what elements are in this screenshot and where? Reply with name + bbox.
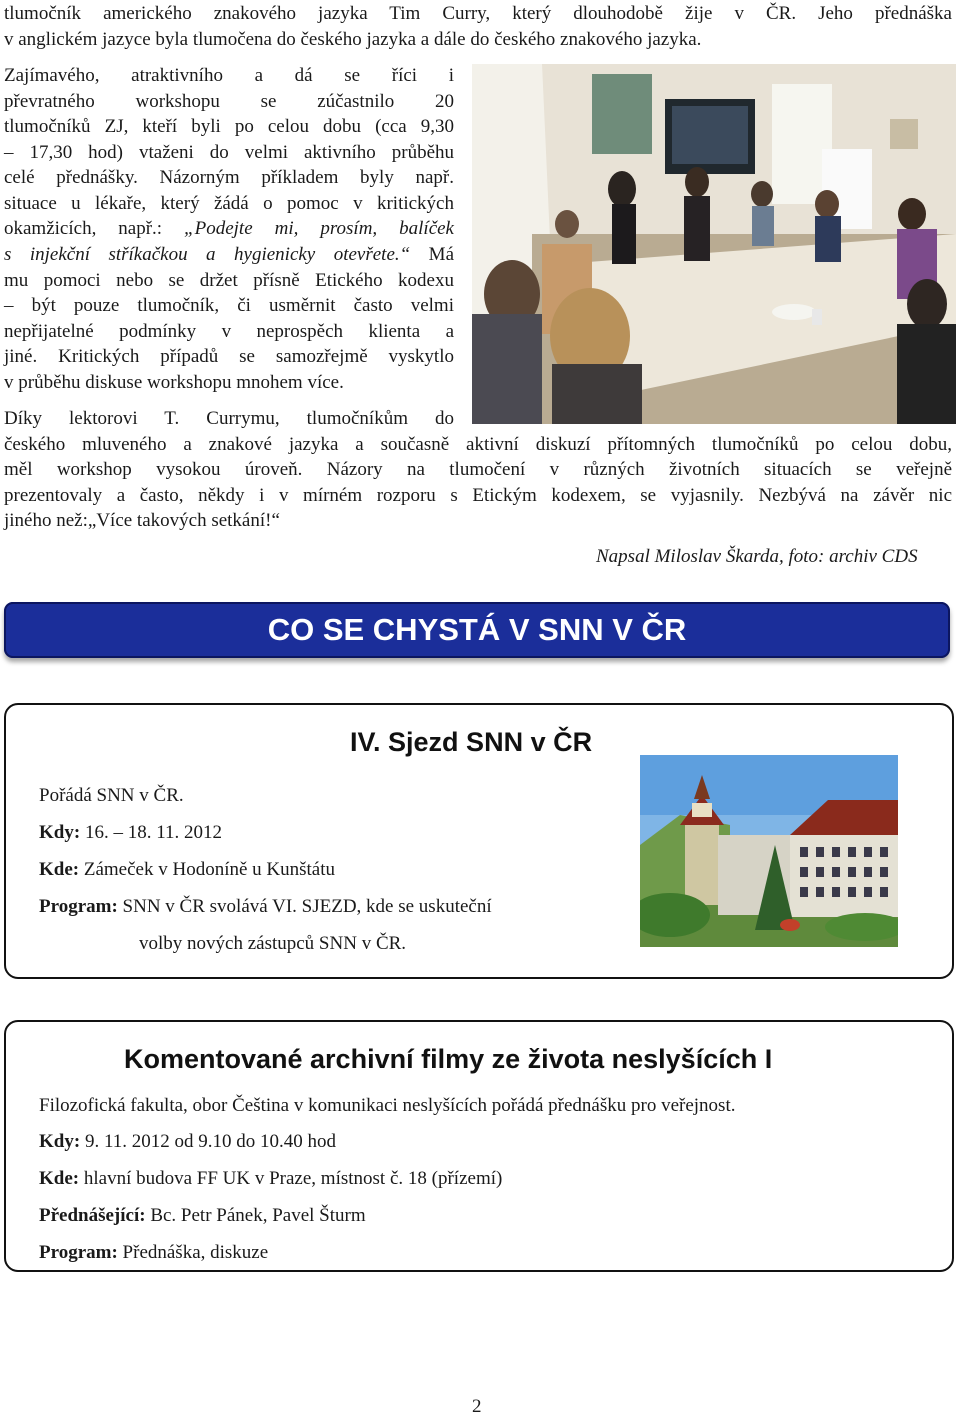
quote-part-2: s injekční stříkačkou a hygienicky otevřete.“ [4,244,411,265]
speakers-label: Přednášející: [39,1205,146,1226]
event-where [39,859,335,881]
col-line: mu pomoci nebo se držet přísně Etického kodexu [4,270,454,291]
full-line: českého mluveného a znakové jazyka a současně aktivní diskuzí přítomných tlumočníků po celou dobu, [4,434,952,455]
event-where [39,1168,502,1190]
when-value: 16. – 18. 11. 2012 [80,822,222,843]
col-line: situace u lékaře, který žádá o pomoc v kritických [4,193,454,214]
event-when [39,1131,336,1153]
page-number: 2 [472,1396,482,1417]
event-title: IV. Sjezd SNN v ČR [350,727,593,757]
col-line: převratného workshopu se zúčastnilo 20 [4,91,454,112]
col-line: jiné. Kritických případů se samozřejmě vyskytlo [4,346,454,367]
when-label: Kdy: [39,1131,81,1152]
col-line: Zajímavého, atraktivního a dá se říci i [4,65,454,86]
section-banner [4,602,950,658]
event-program [39,896,492,918]
col-text: okamžicích, např.: [4,218,163,239]
event-box-films [4,1020,954,1272]
event-title: Komentované archivní filmy ze života neslyšících I [124,1044,773,1074]
col-line: celé přednášky. Názorným příkladem byly např. [4,167,454,188]
event-program-cont: volby nových zástupců SNN v ČR. [139,933,407,954]
program-label: Program: [39,896,118,917]
col-line-quote [4,218,454,240]
event-organizer: Pořádá SNN v ČR. [39,785,184,806]
col-line: nepřijatelné podmínky v neprospěch klienta a [4,321,454,342]
col-text-after-quote: Má [410,244,455,265]
event-intro: Filozofická fakulta, obor Čeština v komunikaci neslyšících pořádá přednášku pro veřejnost. [39,1095,736,1116]
workshop-photo [472,64,956,424]
article-line-1: tlumočník amerického znakového jazyka Tim Curry, který dlouhodobě žije v ČR. Jeho přednáška [4,3,952,24]
when-label: Kdy: [39,822,81,843]
byline: Napsal Miloslav Škarda, foto: archiv CDS [596,546,918,567]
event-program [39,1242,268,1264]
full-line: měl workshop vysokou úroveň. Názory na tlumočení v různých životních situacích se veřejně [4,459,952,480]
col-line: tlumočníků ZJ, kteří byli po celou dobu (cca 9,30 [4,116,454,137]
building-photo [640,755,898,947]
col-line: Díky lektorovi T. Currymu, tlumočníkům do [4,408,454,429]
where-value: Zámeček v Hodoníně u Kunštátu [79,859,336,880]
col-line: – 17,30 hod) vtaženi do velmi aktivního průběhu [4,142,454,163]
where-value: hlavní budova FF UK v Praze, místnost č. 18 (přízemí) [79,1168,503,1189]
program-value: SNN v ČR svolává VI. SJEZD, kde se uskuteční [117,896,492,917]
quote-part-1: „Podejte mi, prosím, balíček [184,218,454,239]
event-when [39,822,222,844]
event-speakers [39,1205,366,1227]
banner-title: CO SE CHYSTÁ V SNN V ČR [267,612,687,647]
col-line-quote-2 [4,244,454,266]
article-line-2: v anglickém jazyce byla tlumočena do českého jazyka a dále do českého znakového jazyka. [4,29,702,50]
event-box-sjezd [4,703,954,979]
col-line: – být pouze tlumočník, či usměrnit často velmi [4,295,454,316]
where-label: Kde: [39,859,80,880]
full-line: prezentovaly a často, někdy i v mírném rozporu s Etickým kodexem, se vyjasnily. Nezbývá na závěr nic [4,485,952,506]
where-label: Kde: [39,1168,80,1189]
program-label: Program: [39,1242,118,1263]
when-value: 9. 11. 2012 od 9.10 do 10.40 hod [80,1131,336,1152]
col-line: v průběhu diskuse workshopu mnohem více. [4,372,344,393]
article-last-line: jiného než:„Více takových setkání!“ [4,510,280,531]
program-value: Přednáška, diskuze [117,1242,269,1263]
speakers-value: Bc. Petr Pánek, Pavel Šturm [145,1205,366,1226]
